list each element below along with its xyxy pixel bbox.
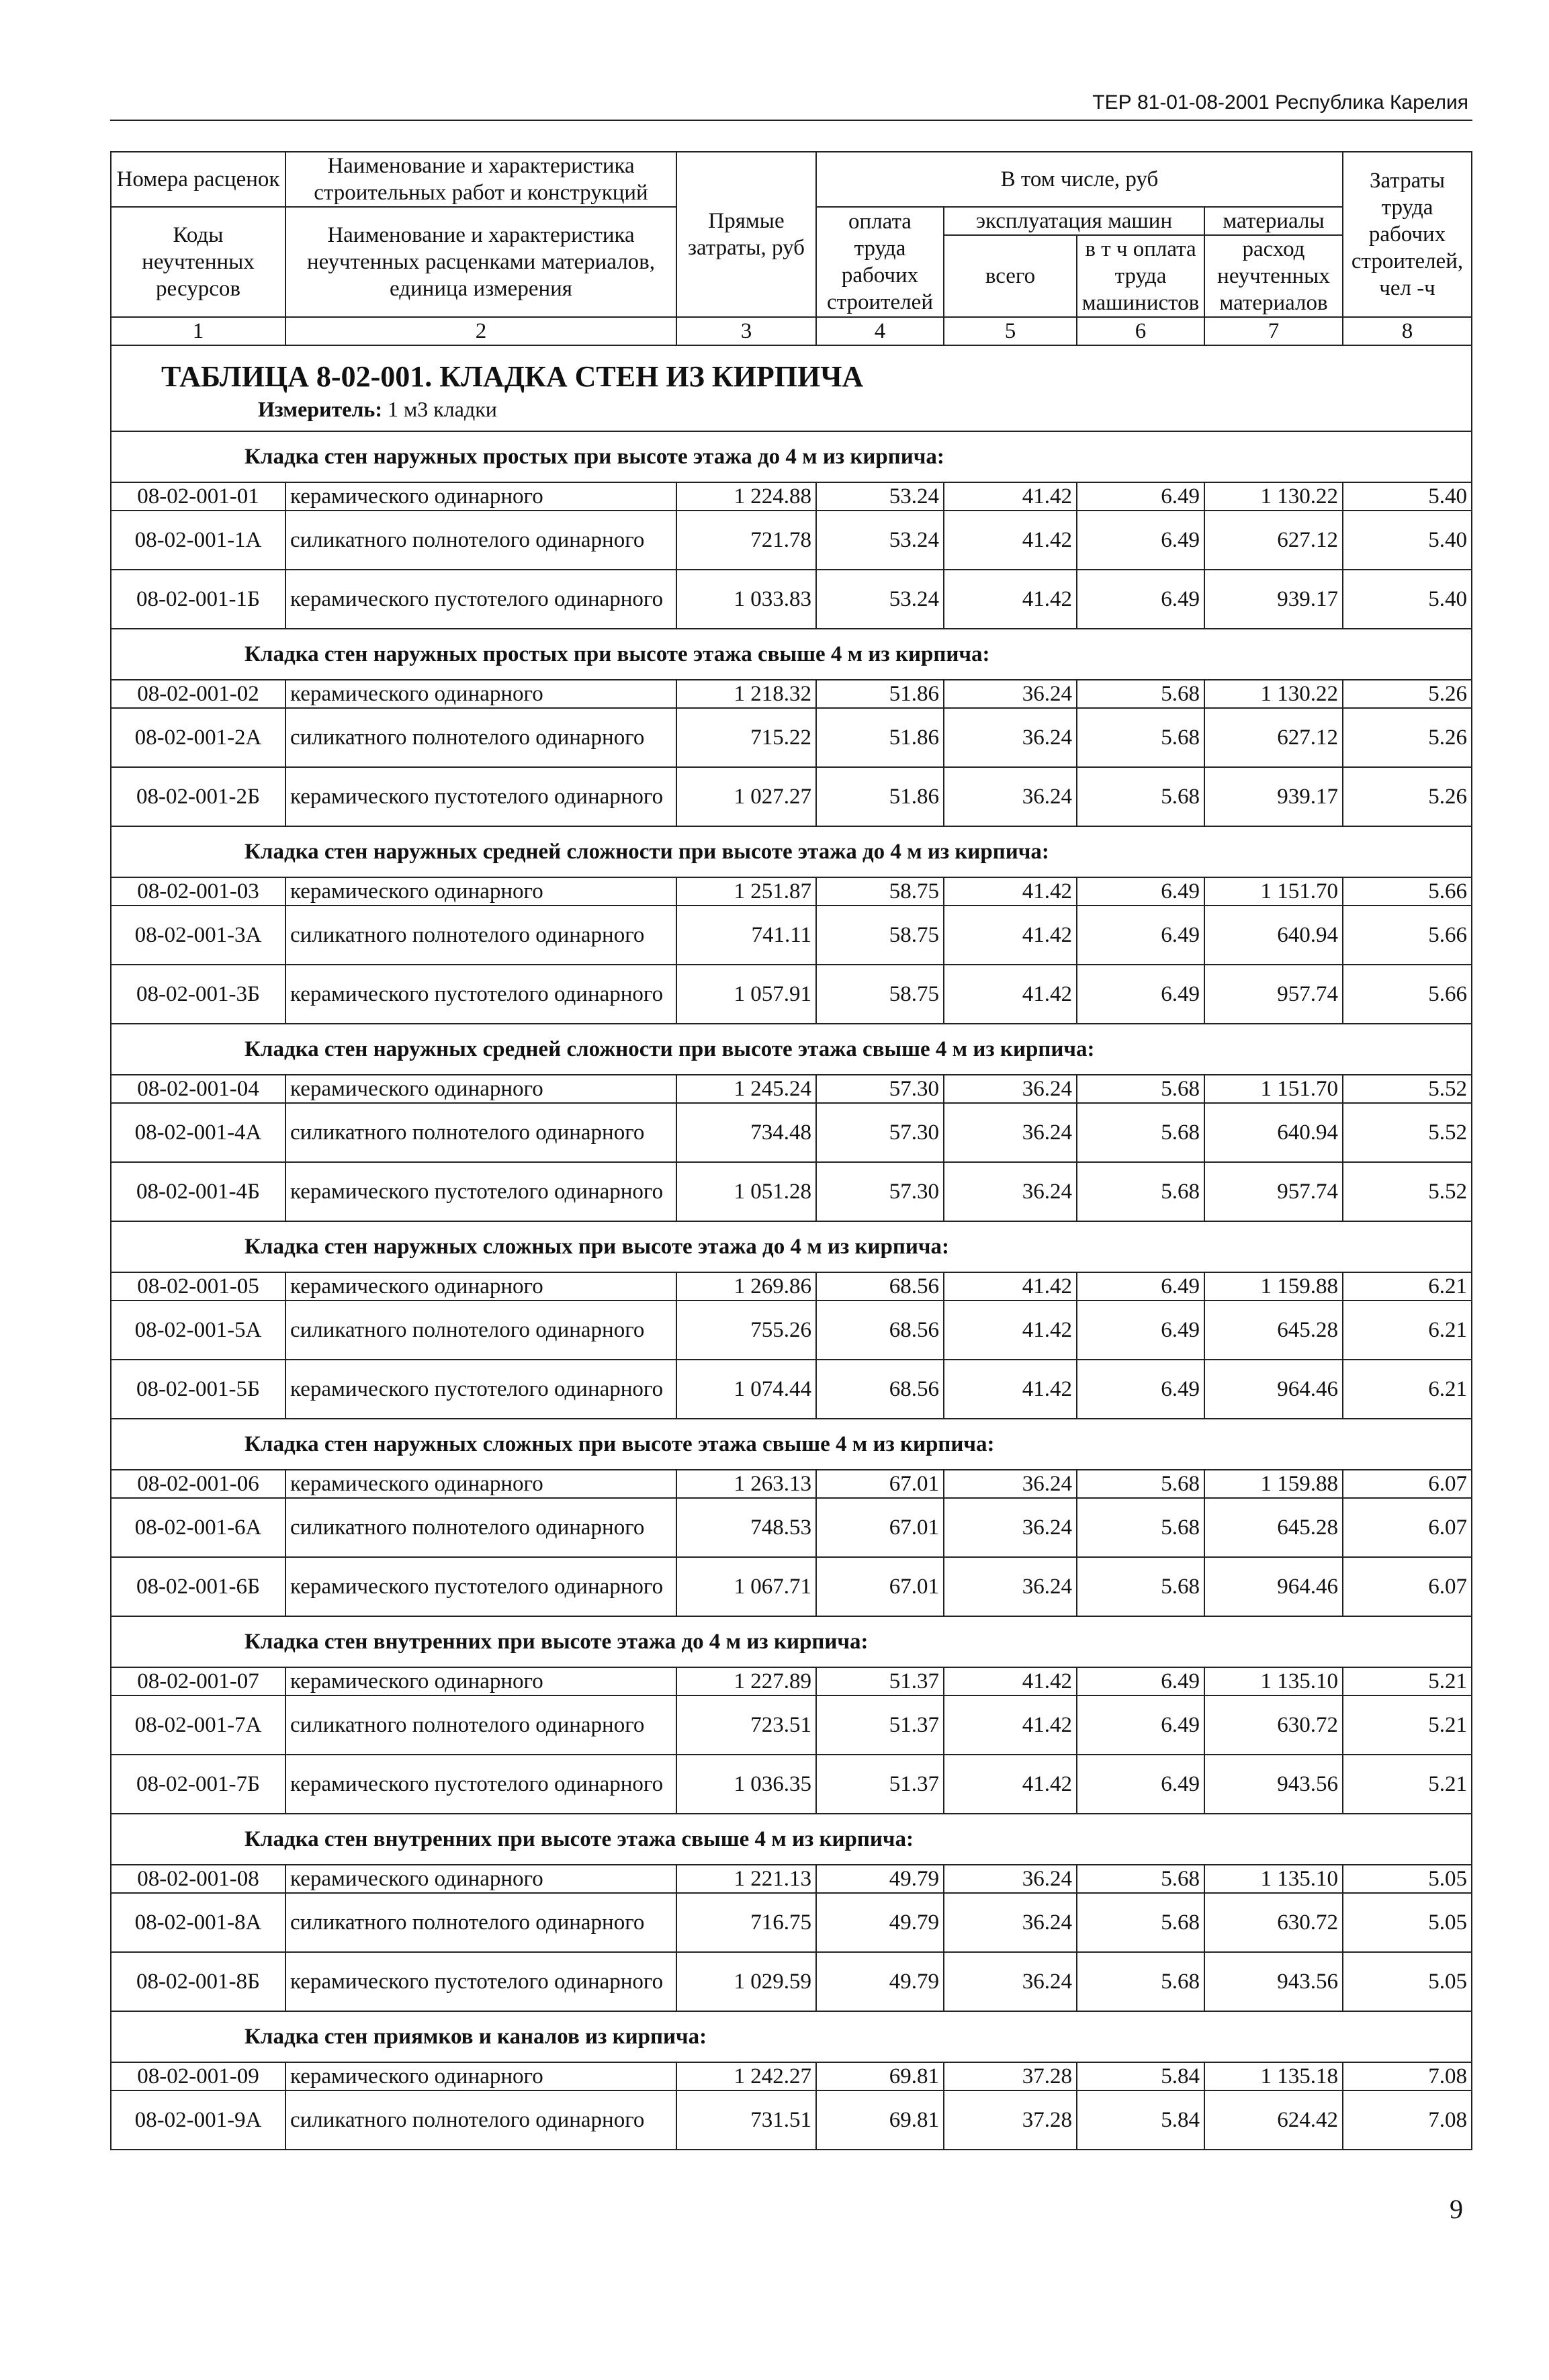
- worker-pay-cell: 51.37: [816, 1755, 944, 1814]
- header-material-name: Наименование и характеристика неучтенных расценками материалов, единица измерения: [285, 207, 676, 317]
- labor-costs-cell: 5.40: [1343, 482, 1472, 511]
- work-name-cell: керамического пустотелого одинарного: [285, 767, 676, 826]
- work-name-cell: керамического пустотелого одинарного: [285, 965, 676, 1024]
- header-rate-numbers: Номера расценок: [111, 152, 285, 207]
- section-heading-row: [111, 431, 1472, 482]
- rates-table: [110, 151, 1472, 2150]
- machinist-pay-cell: 5.68: [1077, 1893, 1204, 1952]
- header-direct-costs: Прямые затраты, руб: [676, 152, 816, 317]
- work-name-cell: силикатного полнотелого одинарного: [285, 511, 676, 570]
- material-costs-cell: 1 159.88: [1204, 1470, 1343, 1498]
- section-heading-row: [111, 1616, 1472, 1667]
- material-costs-cell: 957.74: [1204, 965, 1343, 1024]
- table-row: [111, 482, 1472, 511]
- worker-pay-cell: 53.24: [816, 570, 944, 629]
- section-title: Кладка стен наружных сложных при высоте этажа свыше 4 м из кирпича:: [245, 1432, 995, 1456]
- material-costs-cell: 624.42: [1204, 2090, 1343, 2150]
- table-row: [111, 1667, 1472, 1695]
- direct-costs-cell: 734.48: [676, 1103, 816, 1162]
- labor-costs-cell: 5.05: [1343, 1893, 1472, 1952]
- rate-code-cell: 08-02-001-1А: [111, 511, 285, 570]
- material-costs-cell: 1 135.18: [1204, 2062, 1343, 2090]
- work-name-cell: силикатного полнотелого одинарного: [285, 1498, 676, 1557]
- worker-pay-cell: 53.24: [816, 482, 944, 511]
- column-number: 1: [111, 317, 285, 345]
- work-name-cell: силикатного полнотелого одинарного: [285, 708, 676, 767]
- machines-total-cell: 36.24: [944, 1470, 1077, 1498]
- material-costs-cell: 939.17: [1204, 767, 1343, 826]
- labor-costs-cell: 6.21: [1343, 1360, 1472, 1419]
- material-costs-cell: 957.74: [1204, 1162, 1343, 1221]
- rate-code-cell: 08-02-001-05: [111, 1272, 285, 1301]
- labor-costs-cell: 5.26: [1343, 680, 1472, 708]
- worker-pay-cell: 58.75: [816, 877, 944, 906]
- section-heading-row: [111, 1419, 1472, 1470]
- work-name-cell: силикатного полнотелого одинарного: [285, 906, 676, 965]
- machinist-pay-cell: 5.68: [1077, 1557, 1204, 1616]
- table-row: [111, 877, 1472, 906]
- machines-total-cell: 41.42: [944, 1667, 1077, 1695]
- table-row: [111, 511, 1472, 570]
- direct-costs-cell: 1 263.13: [676, 1470, 816, 1498]
- machines-total-cell: 36.24: [944, 1075, 1077, 1103]
- machinist-pay-cell: 6.49: [1077, 1360, 1204, 1419]
- machinist-pay-cell: 5.68: [1077, 1075, 1204, 1103]
- material-costs-cell: 627.12: [1204, 511, 1343, 570]
- machinist-pay-cell: 6.49: [1077, 965, 1204, 1024]
- machines-total-cell: 41.42: [944, 906, 1077, 965]
- table-row: [111, 2090, 1472, 2150]
- labor-costs-cell: 5.66: [1343, 877, 1472, 906]
- work-name-cell: керамического пустотелого одинарного: [285, 1755, 676, 1814]
- work-name-cell: керамического пустотелого одинарного: [285, 1360, 676, 1419]
- labor-costs-cell: 7.08: [1343, 2090, 1472, 2150]
- material-costs-cell: 645.28: [1204, 1498, 1343, 1557]
- worker-pay-cell: 68.56: [816, 1301, 944, 1360]
- table-row: [111, 1103, 1472, 1162]
- material-costs-cell: 1 151.70: [1204, 877, 1343, 906]
- machinist-pay-cell: 6.49: [1077, 511, 1204, 570]
- document-code-header: ТЕР 81-01-08-2001 Республика Карелия: [1092, 91, 1468, 114]
- rate-code-cell: 08-02-001-8А: [111, 1893, 285, 1952]
- machines-total-cell: 41.42: [944, 482, 1077, 511]
- rate-code-cell: 08-02-001-4Б: [111, 1162, 285, 1221]
- table-row: [111, 1470, 1472, 1498]
- machines-total-cell: 36.24: [944, 1557, 1077, 1616]
- machinist-pay-cell: 6.49: [1077, 482, 1204, 511]
- worker-pay-cell: 67.01: [816, 1498, 944, 1557]
- direct-costs-cell: 723.51: [676, 1695, 816, 1755]
- labor-costs-cell: 5.21: [1343, 1695, 1472, 1755]
- machinist-pay-cell: 6.49: [1077, 906, 1204, 965]
- direct-costs-cell: 1 221.13: [676, 1865, 816, 1893]
- material-costs-cell: 640.94: [1204, 1103, 1343, 1162]
- section-heading-row: [111, 1024, 1472, 1075]
- direct-costs-cell: 1 227.89: [676, 1667, 816, 1695]
- header-work-name: Наименование и характеристика строительных работ и конструкций: [285, 152, 676, 207]
- column-number: 8: [1343, 317, 1472, 345]
- section-title: Кладка стен наружных простых при высоте этажа до 4 м из кирпича:: [245, 445, 944, 469]
- worker-pay-cell: 51.86: [816, 680, 944, 708]
- direct-costs-cell: 1 218.32: [676, 680, 816, 708]
- direct-costs-cell: 1 057.91: [676, 965, 816, 1024]
- labor-costs-cell: 5.52: [1343, 1075, 1472, 1103]
- labor-costs-cell: 6.21: [1343, 1301, 1472, 1360]
- labor-costs-cell: 5.52: [1343, 1162, 1472, 1221]
- labor-costs-cell: 7.08: [1343, 2062, 1472, 2090]
- worker-pay-cell: 67.01: [816, 1557, 944, 1616]
- table-row: [111, 965, 1472, 1024]
- material-costs-cell: 627.12: [1204, 708, 1343, 767]
- machinist-pay-cell: 5.84: [1077, 2090, 1204, 2150]
- work-name-cell: керамического одинарного: [285, 1470, 676, 1498]
- table-row: [111, 767, 1472, 826]
- labor-costs-cell: 5.05: [1343, 1865, 1472, 1893]
- machinist-pay-cell: 5.68: [1077, 767, 1204, 826]
- machines-total-cell: 36.24: [944, 680, 1077, 708]
- direct-costs-cell: 755.26: [676, 1301, 816, 1360]
- machinist-pay-cell: 5.68: [1077, 1865, 1204, 1893]
- labor-costs-cell: 6.07: [1343, 1557, 1472, 1616]
- material-costs-cell: 943.56: [1204, 1755, 1343, 1814]
- machines-total-cell: 36.24: [944, 1498, 1077, 1557]
- labor-costs-cell: 5.66: [1343, 965, 1472, 1024]
- material-costs-cell: 1 151.70: [1204, 1075, 1343, 1103]
- work-name-cell: керамического одинарного: [285, 1667, 676, 1695]
- work-name-cell: силикатного полнотелого одинарного: [285, 1103, 676, 1162]
- machinist-pay-cell: 5.68: [1077, 1952, 1204, 2011]
- work-name-cell: керамического одинарного: [285, 680, 676, 708]
- column-numbers-row: [111, 317, 1472, 345]
- header-machine-operation: эксплуатация машин: [944, 207, 1204, 235]
- machines-total-cell: 41.42: [944, 965, 1077, 1024]
- rate-code-cell: 08-02-001-9А: [111, 2090, 285, 2150]
- header-machines-total: всего: [944, 235, 1077, 317]
- rate-code-cell: 08-02-001-5Б: [111, 1360, 285, 1419]
- column-number: 4: [816, 317, 944, 345]
- direct-costs-cell: 1 224.88: [676, 482, 816, 511]
- section-heading-row: [111, 826, 1472, 877]
- work-name-cell: керамического пустотелого одинарного: [285, 570, 676, 629]
- labor-costs-cell: 5.52: [1343, 1103, 1472, 1162]
- table-title: ТАБЛИЦА 8-02-001. КЛАДКА СТЕН ИЗ КИРПИЧА: [161, 360, 864, 393]
- worker-pay-cell: 57.30: [816, 1103, 944, 1162]
- labor-costs-cell: 6.07: [1343, 1498, 1472, 1557]
- worker-pay-cell: 69.81: [816, 2090, 944, 2150]
- table-row: [111, 1360, 1472, 1419]
- table-unit: [258, 396, 1467, 423]
- worker-pay-cell: 51.86: [816, 708, 944, 767]
- direct-costs-cell: 748.53: [676, 1498, 816, 1557]
- header-labor-costs: Затраты труда рабочих строителей, чел -ч: [1343, 152, 1472, 317]
- header-including-group: В том числе, руб: [816, 152, 1343, 207]
- section-title: Кладка стен наружных средней сложности при высоте этажа свыше 4 м из кирпича:: [245, 1037, 1095, 1061]
- rate-code-cell: 08-02-001-3Б: [111, 965, 285, 1024]
- machinist-pay-cell: 5.68: [1077, 1470, 1204, 1498]
- rate-code-cell: 08-02-001-03: [111, 877, 285, 906]
- worker-pay-cell: 57.30: [816, 1075, 944, 1103]
- machinist-pay-cell: 5.68: [1077, 708, 1204, 767]
- direct-costs-cell: 741.11: [676, 906, 816, 965]
- material-costs-cell: 1 135.10: [1204, 1667, 1343, 1695]
- rate-code-cell: 08-02-001-3А: [111, 906, 285, 965]
- labor-costs-cell: 5.26: [1343, 708, 1472, 767]
- direct-costs-cell: 721.78: [676, 511, 816, 570]
- labor-costs-cell: 6.21: [1343, 1272, 1472, 1301]
- machinist-pay-cell: 6.49: [1077, 570, 1204, 629]
- labor-costs-cell: 5.21: [1343, 1667, 1472, 1695]
- direct-costs-cell: 1 245.24: [676, 1075, 816, 1103]
- machines-total-cell: 41.42: [944, 511, 1077, 570]
- work-name-cell: силикатного полнотелого одинарного: [285, 1893, 676, 1952]
- rate-code-cell: 08-02-001-02: [111, 680, 285, 708]
- labor-costs-cell: 5.05: [1343, 1952, 1472, 2011]
- machinist-pay-cell: 5.68: [1077, 1162, 1204, 1221]
- direct-costs-cell: 1 033.83: [676, 570, 816, 629]
- machinist-pay-cell: 5.68: [1077, 680, 1204, 708]
- labor-costs-cell: 6.07: [1343, 1470, 1472, 1498]
- machinist-pay-cell: 6.49: [1077, 1755, 1204, 1814]
- work-name-cell: силикатного полнотелого одинарного: [285, 1695, 676, 1755]
- column-number: 7: [1204, 317, 1343, 345]
- work-name-cell: силикатного полнотелого одинарного: [285, 1301, 676, 1360]
- rate-code-cell: 08-02-001-04: [111, 1075, 285, 1103]
- direct-costs-cell: 1 067.71: [676, 1557, 816, 1616]
- table-row: [111, 1755, 1472, 1814]
- rate-code-cell: 08-02-001-01: [111, 482, 285, 511]
- worker-pay-cell: 58.75: [816, 906, 944, 965]
- rate-code-cell: 08-02-001-06: [111, 1470, 285, 1498]
- machinist-pay-cell: 6.49: [1077, 1272, 1204, 1301]
- material-costs-cell: 1 130.22: [1204, 680, 1343, 708]
- work-name-cell: керамического одинарного: [285, 1075, 676, 1103]
- table-row: [111, 708, 1472, 767]
- rate-code-cell: 08-02-001-8Б: [111, 1952, 285, 2011]
- worker-pay-cell: 67.01: [816, 1470, 944, 1498]
- rate-code-cell: 08-02-001-6Б: [111, 1557, 285, 1616]
- machines-total-cell: 41.42: [944, 1695, 1077, 1755]
- table-row: [111, 2062, 1472, 2090]
- machines-total-cell: 36.24: [944, 1865, 1077, 1893]
- direct-costs-cell: 1 027.27: [676, 767, 816, 826]
- machinist-pay-cell: 6.49: [1077, 1667, 1204, 1695]
- section-title: Кладка стен внутренних при высоте этажа свыше 4 м из кирпича:: [245, 1827, 914, 1851]
- rate-code-cell: 08-02-001-7Б: [111, 1755, 285, 1814]
- machines-total-cell: 36.24: [944, 767, 1077, 826]
- rate-code-cell: 08-02-001-4А: [111, 1103, 285, 1162]
- column-number: 2: [285, 317, 676, 345]
- unit-label: Измеритель:: [258, 397, 382, 421]
- section-heading-row: [111, 2011, 1472, 2062]
- worker-pay-cell: 49.79: [816, 1865, 944, 1893]
- material-costs-cell: 1 135.10: [1204, 1865, 1343, 1893]
- machinist-pay-cell: 6.49: [1077, 1695, 1204, 1755]
- direct-costs-cell: 1 036.35: [676, 1755, 816, 1814]
- section-title: Кладка стен наружных средней сложности при высоте этажа до 4 м из кирпича:: [245, 840, 1049, 864]
- direct-costs-cell: 731.51: [676, 2090, 816, 2150]
- machinist-pay-cell: 5.68: [1077, 1498, 1204, 1557]
- table-row: [111, 1498, 1472, 1557]
- header-material-consumption: расход неучтенных материалов: [1204, 235, 1343, 317]
- column-number: 6: [1077, 317, 1204, 345]
- rate-code-cell: 08-02-001-09: [111, 2062, 285, 2090]
- machines-total-cell: 37.28: [944, 2062, 1077, 2090]
- section-heading-row: [111, 629, 1472, 680]
- table-row: [111, 1865, 1472, 1893]
- work-name-cell: керамического пустотелого одинарного: [285, 1952, 676, 2011]
- material-costs-cell: 939.17: [1204, 570, 1343, 629]
- direct-costs-cell: 1 051.28: [676, 1162, 816, 1221]
- material-costs-cell: 943.56: [1204, 1952, 1343, 2011]
- machines-total-cell: 36.24: [944, 1103, 1077, 1162]
- machines-total-cell: 36.24: [944, 708, 1077, 767]
- labor-costs-cell: 5.40: [1343, 511, 1472, 570]
- column-number: 5: [944, 317, 1077, 345]
- table-row: [111, 680, 1472, 708]
- rate-code-cell: 08-02-001-5А: [111, 1301, 285, 1360]
- direct-costs-cell: 1 251.87: [676, 877, 816, 906]
- labor-costs-cell: 5.26: [1343, 767, 1472, 826]
- section-title: Кладка стен приямков и каналов из кирпича:: [245, 2025, 707, 2049]
- machines-total-cell: 41.42: [944, 1360, 1077, 1419]
- work-name-cell: керамического одинарного: [285, 1865, 676, 1893]
- header-materials: материалы: [1204, 207, 1343, 235]
- direct-costs-cell: 1 074.44: [676, 1360, 816, 1419]
- table-row: [111, 906, 1472, 965]
- table-row: [111, 1952, 1472, 2011]
- material-costs-cell: 964.46: [1204, 1360, 1343, 1419]
- machinist-pay-cell: 6.49: [1077, 877, 1204, 906]
- page-number: 9: [1450, 2194, 1463, 2224]
- machines-total-cell: 36.24: [944, 1893, 1077, 1952]
- direct-costs-cell: 1 029.59: [676, 1952, 816, 2011]
- labor-costs-cell: 5.40: [1343, 570, 1472, 629]
- work-name-cell: керамического одинарного: [285, 877, 676, 906]
- direct-costs-cell: 1 269.86: [676, 1272, 816, 1301]
- section-title: Кладка стен наружных простых при высоте этажа свыше 4 м из кирпича:: [245, 642, 990, 666]
- worker-pay-cell: 68.56: [816, 1272, 944, 1301]
- rate-code-cell: 08-02-001-7А: [111, 1695, 285, 1755]
- machines-total-cell: 41.42: [944, 570, 1077, 629]
- table-row: [111, 1301, 1472, 1360]
- unit-value: 1 м3 кладки: [387, 397, 497, 421]
- table-row: [111, 1162, 1472, 1221]
- material-costs-cell: 964.46: [1204, 1557, 1343, 1616]
- worker-pay-cell: 69.81: [816, 2062, 944, 2090]
- header-worker-pay: оплата труда рабочих строителей: [816, 207, 944, 317]
- work-name-cell: керамического одинарного: [285, 1272, 676, 1301]
- machinist-pay-cell: 5.68: [1077, 1103, 1204, 1162]
- rate-code-cell: 08-02-001-6А: [111, 1498, 285, 1557]
- work-name-cell: силикатного полнотелого одинарного: [285, 2090, 676, 2150]
- worker-pay-cell: 51.37: [816, 1695, 944, 1755]
- machines-total-cell: 37.28: [944, 2090, 1077, 2150]
- rate-code-cell: 08-02-001-07: [111, 1667, 285, 1695]
- section-title: Кладка стен внутренних при высоте этажа до 4 м из кирпича:: [245, 1630, 869, 1654]
- machines-total-cell: 41.42: [944, 1755, 1077, 1814]
- table-row: [111, 1893, 1472, 1952]
- worker-pay-cell: 51.37: [816, 1667, 944, 1695]
- worker-pay-cell: 49.79: [816, 1893, 944, 1952]
- machinist-pay-cell: 6.49: [1077, 1301, 1204, 1360]
- rate-code-cell: 08-02-001-2А: [111, 708, 285, 767]
- header-machinist-pay: в т ч оплата труда машинистов: [1077, 235, 1204, 317]
- labor-costs-cell: 5.21: [1343, 1755, 1472, 1814]
- table-row: [111, 1075, 1472, 1103]
- worker-pay-cell: 58.75: [816, 965, 944, 1024]
- table-title-row: [111, 345, 1472, 431]
- header-resource-codes: Коды неучтенных ресурсов: [111, 207, 285, 317]
- table-row: [111, 1557, 1472, 1616]
- machines-total-cell: 41.42: [944, 877, 1077, 906]
- section-heading-row: [111, 1814, 1472, 1865]
- table-row: [111, 1272, 1472, 1301]
- column-number: 3: [676, 317, 816, 345]
- rate-code-cell: 08-02-001-1Б: [111, 570, 285, 629]
- worker-pay-cell: 53.24: [816, 511, 944, 570]
- machines-total-cell: 36.24: [944, 1162, 1077, 1221]
- material-costs-cell: 1 130.22: [1204, 482, 1343, 511]
- machines-total-cell: 36.24: [944, 1952, 1077, 2011]
- worker-pay-cell: 57.30: [816, 1162, 944, 1221]
- direct-costs-cell: 715.22: [676, 708, 816, 767]
- section-title: Кладка стен наружных сложных при высоте этажа до 4 м из кирпича:: [245, 1235, 949, 1259]
- rate-code-cell: 08-02-001-2Б: [111, 767, 285, 826]
- work-name-cell: керамического пустотелого одинарного: [285, 1162, 676, 1221]
- work-name-cell: керамического одинарного: [285, 2062, 676, 2090]
- material-costs-cell: 630.72: [1204, 1893, 1343, 1952]
- material-costs-cell: 645.28: [1204, 1301, 1343, 1360]
- worker-pay-cell: 49.79: [816, 1952, 944, 2011]
- work-name-cell: керамического одинарного: [285, 482, 676, 511]
- work-name-cell: керамического пустотелого одинарного: [285, 1557, 676, 1616]
- machinist-pay-cell: 5.84: [1077, 2062, 1204, 2090]
- machines-total-cell: 41.42: [944, 1301, 1077, 1360]
- table-row: [111, 1695, 1472, 1755]
- worker-pay-cell: 68.56: [816, 1360, 944, 1419]
- table-row: [111, 570, 1472, 629]
- section-heading-row: [111, 1221, 1472, 1272]
- material-costs-cell: 640.94: [1204, 906, 1343, 965]
- material-costs-cell: 1 159.88: [1204, 1272, 1343, 1301]
- worker-pay-cell: 51.86: [816, 767, 944, 826]
- direct-costs-cell: 1 242.27: [676, 2062, 816, 2090]
- rate-code-cell: 08-02-001-08: [111, 1865, 285, 1893]
- header-rule: [110, 120, 1472, 121]
- material-costs-cell: 630.72: [1204, 1695, 1343, 1755]
- labor-costs-cell: 5.66: [1343, 906, 1472, 965]
- direct-costs-cell: 716.75: [676, 1893, 816, 1952]
- machines-total-cell: 41.42: [944, 1272, 1077, 1301]
